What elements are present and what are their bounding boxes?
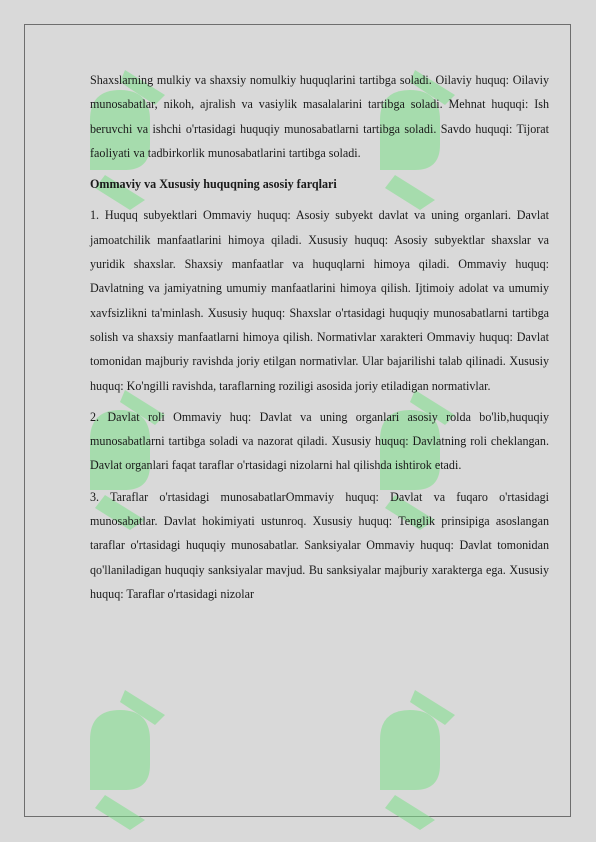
paragraph-state-role: 2. Davlat roli Ommaviy huq: Davlat va uning organlari asosiy rolda bo'lib,huquqiy munosabatlarni tartibga soladi va nazorat qiladi. Xususiy huquq: Davlatning roli cheklangan. Davlat organlari faqat taraflar o'rtasidagi nizolarni hal qilishda ishtirok etadi. bbox=[90, 409, 549, 473]
paragraph-relations: 3. Taraflar o'rtasidagi munosabatlarOmmaviy huquq: Davlat va fuqaro o'rtasidagi munosabatlar. Davlat hokimiyati ustunroq. Xususiy huquq: Tenglik prinsipiga asoslangan taraflar o'rtasidagi huquqiy munosabatlar. Sanksiyalar Ommaviy huquq: Davlat tomonidan qo'llaniladigan huquqiy sanksiyalar mavjud. Bu sanksiyalar majburiy xarakterga ega. Xususiy huquq: Taraflar o'rtasidagi nizolar bbox=[90, 489, 549, 601]
document-body bbox=[90, 68, 549, 613]
section-heading: Ommaviy va Xususiy huquqning asosiy farqlari bbox=[90, 177, 337, 192]
watermark-logo bbox=[70, 680, 180, 840]
watermark-logo bbox=[360, 680, 470, 840]
paragraph-intro: Shaxslarning mulkiy va shaxsiy nomulkiy huquqlarini tartibga soladi. Oilaviy huquq: Oilaviy munosabatlar, nikoh, ajralish va vasiylik masalalarini tartibga soladi. Mehnat huquqi: Ish beruvchi va ishchi o'rtasidagi huquqiy munosabatlarni tartibga soladi. Savdo huquqi: Tijorat faoliyati va tadbirkorlik munosabatlarini tartibga soladi. bbox=[90, 73, 549, 160]
paragraph-subjects: 1. Huquq subyektlari Ommaviy huquq: Asosiy subyekt davlat va uning organlari. Davlat jamoatchilik manfaatlarini himoya qiladi. Xususiy huquq: Asosiy subyektlar shaxslar va yuridik shaxslar. Shaxsiy manfaatlar va huquqlarni himoya qiladi. Ommaviy huquq: Davlatning va jamiyatning umumiy manfaatlarini himoya qilish. Ijtimoiy adolat va umumiy xavfsizlikni ta'minlash. Xususiy huquq: Shaxslar o'rtasidagi huquqiy munosabatlarni tartibga solish va shaxsiy manfaatlarni himoya qilish. Normativlar xarakteri Ommaviy huquq: Davlat tomonidan majburiy ravishda joriy etilgan normativlar. Ular bajarilishi talab qilinadi. Xususiy huquq: Ko'ngilli ravishda, taraflarning roziligi asosida joriy etiladigan normativlar. bbox=[90, 208, 549, 393]
